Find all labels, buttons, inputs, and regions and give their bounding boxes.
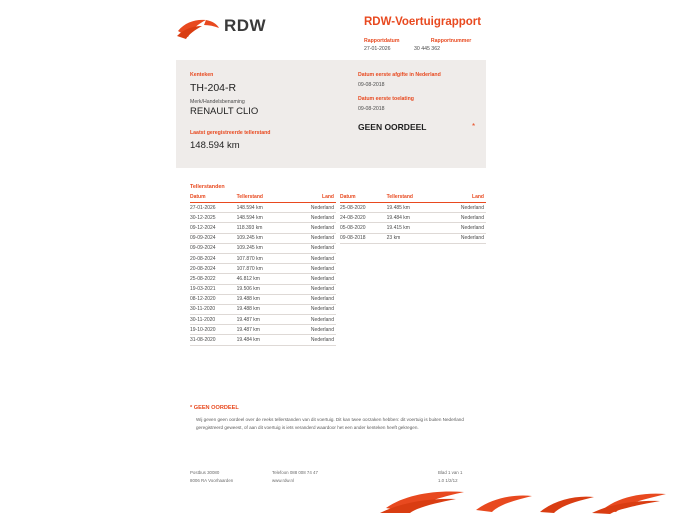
footer-address-line-2: 8006 RA Voorhaarden <box>190 477 234 483</box>
table-row <box>190 243 336 253</box>
footer-address-line-1: Postbus 30080 <box>190 470 220 475</box>
table-row <box>190 223 336 233</box>
table-header-row <box>190 193 336 203</box>
rdw-flame-logo-icon <box>176 18 220 40</box>
footer-address <box>190 470 233 485</box>
cell-country: Nederland <box>439 223 486 233</box>
cell-odometer: 107.870 km <box>237 264 290 274</box>
cell-date: 19-03-2021 <box>190 284 237 294</box>
cell-date: 19-10-2020 <box>190 325 237 335</box>
cell-date: 30-11-2020 <box>190 315 237 325</box>
cell-country: Nederland <box>289 203 336 213</box>
footer-doc-code: 1.0 1/2/12 <box>438 477 458 483</box>
cell-country: Nederland <box>289 304 336 314</box>
footer-page-number: Blad 1 van 1 <box>438 470 463 475</box>
column-header-country: Land <box>289 193 336 203</box>
cell-country: Nederland <box>289 274 336 284</box>
table-row <box>190 304 336 314</box>
cell-date: 09-09-2024 <box>190 243 237 253</box>
rdw-logo <box>176 10 276 44</box>
column-header-date: Datum <box>190 193 237 203</box>
cell-odometer: 23 km <box>387 233 440 243</box>
kenteken-value: TH-204-R <box>190 82 237 94</box>
cell-country: Nederland <box>439 233 486 243</box>
table-row <box>190 325 336 335</box>
footer-phone: Telefoon 088 008 74 47 <box>272 470 318 475</box>
kenteken-label: Kenteken <box>190 72 214 78</box>
cell-country: Nederland <box>289 315 336 325</box>
cell-date: 25-08-2020 <box>340 203 387 213</box>
table-row <box>340 223 486 233</box>
cell-date: 09-12-2024 <box>190 223 237 233</box>
first-registration-label: Datum eerste toelating <box>358 96 414 102</box>
cell-odometer: 118.393 km <box>237 223 290 233</box>
odometer-section-title: Tellerstanden <box>190 184 225 190</box>
table-row <box>190 213 336 223</box>
cell-date: 09-08-2018 <box>340 233 387 243</box>
report-number-value: 30 445 362 <box>414 46 440 52</box>
cell-odometer: 109.245 km <box>237 233 290 243</box>
cell-date: 31-08-2020 <box>190 335 237 345</box>
cell-country: Nederland <box>289 335 336 345</box>
cell-country: Nederland <box>439 213 486 223</box>
cell-odometer: 19.485 km <box>387 203 440 213</box>
table-row <box>190 315 336 325</box>
rdw-footer-graphic-icon <box>380 488 670 514</box>
cell-odometer: 19.488 km <box>237 304 290 314</box>
cell-country: Nederland <box>289 253 336 263</box>
odometer-table-right <box>340 193 486 244</box>
report-meta-values <box>364 46 440 52</box>
odometer-label: Laatst geregistreerde tellerstand <box>190 130 271 136</box>
cell-date: 30-11-2020 <box>190 304 237 314</box>
cell-country: Nederland <box>289 223 336 233</box>
merk-value: RENAULT CLIO <box>190 106 259 117</box>
cell-odometer: 19.487 km <box>237 315 290 325</box>
cell-odometer: 148.594 km <box>237 203 290 213</box>
cell-date: 20-08-2024 <box>190 253 237 263</box>
column-header-date: Datum <box>340 193 387 203</box>
table-row <box>340 233 486 243</box>
column-header-odometer: Tellerstand <box>237 193 290 203</box>
cell-country: Nederland <box>289 325 336 335</box>
table-row <box>340 203 486 213</box>
cell-date: 20-08-2024 <box>190 264 237 274</box>
cell-odometer: 19.488 km <box>237 294 290 304</box>
merk-label: Merk/Handelsbenaming <box>190 99 245 105</box>
table-row <box>190 284 336 294</box>
cell-country: Nederland <box>289 233 336 243</box>
first-admission-label: Datum eerste afgifte in Nederland <box>358 72 441 78</box>
table-row <box>190 233 336 243</box>
cell-odometer: 19.484 km <box>237 335 290 345</box>
vehicle-summary-panel <box>176 60 486 168</box>
cell-country: Nederland <box>289 264 336 274</box>
cell-odometer: 107.870 km <box>237 253 290 263</box>
cell-date: 24-08-2020 <box>340 213 387 223</box>
cell-date: 09-09-2024 <box>190 233 237 243</box>
cell-odometer: 19.487 km <box>237 325 290 335</box>
table-row <box>190 274 336 284</box>
cell-country: Nederland <box>289 243 336 253</box>
cell-country: Nederland <box>439 203 486 213</box>
cell-date: 30-12-2025 <box>190 213 237 223</box>
cell-odometer: 109.245 km <box>237 243 290 253</box>
table-row <box>190 203 336 213</box>
report-number-label: Rapportnummer <box>430 38 472 44</box>
footer-website[interactable]: www.rdw.nl <box>272 477 294 483</box>
cell-odometer: 19.484 km <box>387 213 440 223</box>
table-row <box>190 335 336 345</box>
odometer-value: 148.594 km <box>190 140 240 151</box>
table-row <box>190 264 336 274</box>
cell-date: 05-08-2020 <box>340 223 387 233</box>
footer-page-info <box>438 470 462 485</box>
cell-odometer: 46.812 km <box>237 274 290 284</box>
logo-wordmark: RDW <box>224 16 267 35</box>
odometer-table-left <box>190 193 336 346</box>
cell-date: 08-12-2020 <box>190 294 237 304</box>
footnote-body: Wij geven geen oordeel over de reeks tellerstanden van dit voertuig. Dit kan twee oorzaken hebben: dit voertuig is buiten Nederland geregistreerd geweest, of aan dit voertuig is iets veranderd waardoor het een ander kenteken heeft gekregen. <box>196 417 464 430</box>
cell-country: Nederland <box>289 294 336 304</box>
cell-country: Nederland <box>289 213 336 223</box>
table-row <box>340 213 486 223</box>
column-header-odometer: Tellerstand <box>387 193 440 203</box>
first-admission-value: 09-08-2018 <box>358 82 385 88</box>
column-header-country: Land <box>439 193 486 203</box>
cell-date: 27-01-2026 <box>190 203 237 213</box>
table-header-row <box>340 193 486 203</box>
footer-contact <box>272 470 318 485</box>
cell-date: 25-08-2022 <box>190 274 237 284</box>
cell-odometer: 19.415 km <box>387 223 440 233</box>
footnote-marker: * <box>472 122 476 131</box>
first-registration-value: 09-08-2018 <box>358 106 385 112</box>
verdict-badge: GEEN OORDEEL <box>358 122 427 132</box>
cell-odometer: 148.594 km <box>237 213 290 223</box>
report-meta-labels <box>364 38 471 44</box>
table-row <box>190 253 336 263</box>
report-date-label: Rapportdatum <box>364 38 400 44</box>
report-date-value: 27-01-2026 <box>364 46 391 52</box>
cell-odometer: 19.506 km <box>237 284 290 294</box>
cell-country: Nederland <box>289 284 336 294</box>
page-title: RDW-Voertuigrapport <box>364 16 482 28</box>
table-row <box>190 294 336 304</box>
footnote-title: * GEEN OORDEEL <box>190 405 239 411</box>
